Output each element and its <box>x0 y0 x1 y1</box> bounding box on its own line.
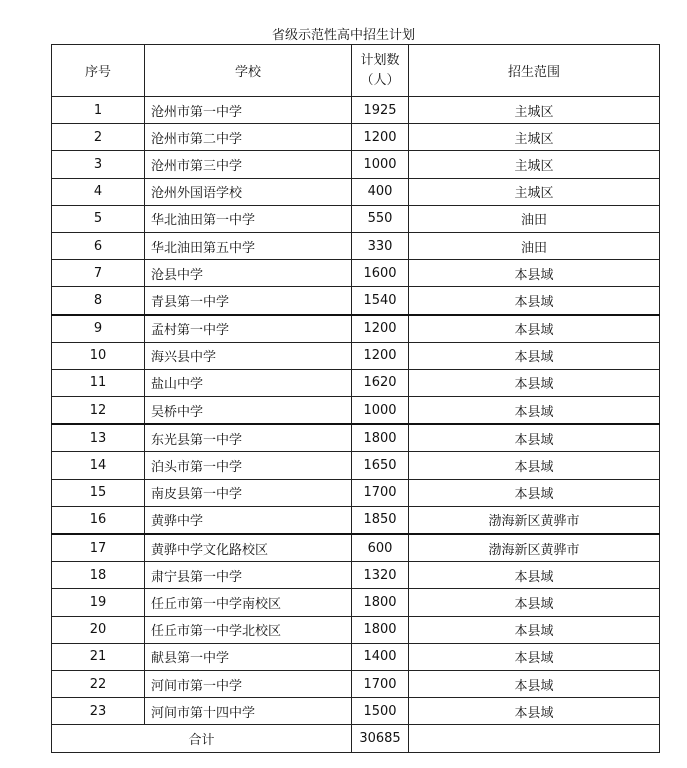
cell-plan: 1320 <box>352 562 409 589</box>
cell-index: 21 <box>52 643 145 670</box>
cell-school: 沧州市第一中学 <box>145 97 352 124</box>
header-plan <box>352 45 409 97</box>
table-row <box>52 562 660 589</box>
cell-range: 油田 <box>409 232 660 259</box>
cell-school: 沧州市第三中学 <box>145 151 352 178</box>
cell-school: 华北油田第五中学 <box>145 232 352 259</box>
table-row <box>52 260 660 287</box>
cell-range: 渤海新区黄骅市 <box>409 506 660 534</box>
cell-school: 河间市第十四中学 <box>145 698 352 725</box>
cell-plan: 1200 <box>352 124 409 151</box>
cell-range: 本县域 <box>409 342 660 369</box>
cell-range: 本县域 <box>409 698 660 725</box>
cell-plan: 330 <box>352 232 409 259</box>
cell-school: 青县第一中学 <box>145 287 352 315</box>
table-row <box>52 670 660 697</box>
cell-plan: 1200 <box>352 315 409 343</box>
cell-school: 任丘市第一中学北校区 <box>145 616 352 643</box>
header-range: 招生范围 <box>409 45 660 97</box>
table-title: 省级示范性高中招生计划 <box>271 28 415 43</box>
cell-range: 本县域 <box>409 562 660 589</box>
cell-plan: 1800 <box>352 589 409 616</box>
cell-plan: 1800 <box>352 616 409 643</box>
cell-index: 11 <box>52 369 145 396</box>
cell-school: 河间市第一中学 <box>145 670 352 697</box>
table-row <box>52 124 660 151</box>
cell-index: 2 <box>52 124 145 151</box>
cell-index: 23 <box>52 698 145 725</box>
cell-range: 本县域 <box>409 479 660 506</box>
table-row <box>52 205 660 232</box>
cell-school: 海兴县中学 <box>145 342 352 369</box>
cell-school: 南皮县第一中学 <box>145 479 352 506</box>
table-row <box>52 506 660 534</box>
cell-school: 泊头市第一中学 <box>145 452 352 479</box>
cell-plan: 1540 <box>352 287 409 315</box>
cell-plan: 1850 <box>352 506 409 534</box>
cell-index: 8 <box>52 287 145 315</box>
total-value: 30685 <box>352 725 409 752</box>
cell-school: 东光县第一中学 <box>145 424 352 452</box>
cell-plan: 1000 <box>352 151 409 178</box>
cell-index: 12 <box>52 397 145 425</box>
table-row <box>52 287 660 315</box>
table-row <box>52 97 660 124</box>
cell-range: 油田 <box>409 205 660 232</box>
table-row <box>52 589 660 616</box>
cell-plan: 1800 <box>352 424 409 452</box>
cell-range: 本县域 <box>409 260 660 287</box>
table-row <box>52 698 660 725</box>
cell-school: 沧县中学 <box>145 260 352 287</box>
cell-range: 本县域 <box>409 589 660 616</box>
table-row <box>52 397 660 425</box>
cell-school: 献县第一中学 <box>145 643 352 670</box>
header-row <box>52 45 660 97</box>
cell-plan: 1000 <box>352 397 409 425</box>
cell-index: 17 <box>52 534 145 562</box>
cell-plan: 600 <box>352 534 409 562</box>
cell-index: 1 <box>52 97 145 124</box>
enrollment-plan-table <box>51 44 660 753</box>
cell-index: 5 <box>52 205 145 232</box>
cell-plan: 1620 <box>352 369 409 396</box>
header-plan-line2: （人） <box>360 72 400 88</box>
cell-index: 20 <box>52 616 145 643</box>
cell-school: 沧州外国语学校 <box>145 178 352 205</box>
cell-school: 吴桥中学 <box>145 397 352 425</box>
cell-school: 盐山中学 <box>145 369 352 396</box>
cell-school: 黄骅中学文化路校区 <box>145 534 352 562</box>
cell-range: 主城区 <box>409 151 660 178</box>
table-row <box>52 479 660 506</box>
table-row <box>52 452 660 479</box>
cell-range: 主城区 <box>409 178 660 205</box>
cell-index: 4 <box>52 178 145 205</box>
cell-index: 14 <box>52 452 145 479</box>
cell-plan: 1700 <box>352 479 409 506</box>
cell-index: 7 <box>52 260 145 287</box>
table-row <box>52 178 660 205</box>
table-row <box>52 534 660 562</box>
cell-plan: 1200 <box>352 342 409 369</box>
cell-range: 本县域 <box>409 397 660 425</box>
cell-range: 本县域 <box>409 670 660 697</box>
header-index: 序号 <box>52 45 145 97</box>
cell-index: 18 <box>52 562 145 589</box>
table-row <box>52 369 660 396</box>
cell-range: 本县域 <box>409 424 660 452</box>
cell-plan: 1400 <box>352 643 409 670</box>
table-row <box>52 342 660 369</box>
cell-range: 本县域 <box>409 452 660 479</box>
cell-plan: 1600 <box>352 260 409 287</box>
table-row <box>52 424 660 452</box>
cell-plan: 1700 <box>352 670 409 697</box>
cell-school: 黄骅中学 <box>145 506 352 534</box>
cell-range: 本县域 <box>409 616 660 643</box>
cell-range: 本县域 <box>409 643 660 670</box>
header-school: 学校 <box>145 45 352 97</box>
cell-index: 9 <box>52 315 145 343</box>
cell-plan: 550 <box>352 205 409 232</box>
cell-school: 华北油田第一中学 <box>145 205 352 232</box>
total-label: 合计 <box>52 725 352 752</box>
cell-index: 15 <box>52 479 145 506</box>
table-row <box>52 643 660 670</box>
table-row <box>52 616 660 643</box>
cell-range: 本县域 <box>409 369 660 396</box>
cell-plan: 1925 <box>352 97 409 124</box>
header-plan-line1: 计划数 <box>360 52 400 68</box>
cell-school: 沧州市第二中学 <box>145 124 352 151</box>
total-row <box>52 725 660 752</box>
table-row <box>52 232 660 259</box>
cell-plan: 1650 <box>352 452 409 479</box>
cell-range: 本县域 <box>409 287 660 315</box>
cell-range: 本县域 <box>409 315 660 343</box>
cell-index: 10 <box>52 342 145 369</box>
table-row <box>52 315 660 343</box>
cell-index: 13 <box>52 424 145 452</box>
cell-plan: 1500 <box>352 698 409 725</box>
cell-index: 22 <box>52 670 145 697</box>
cell-range: 主城区 <box>409 97 660 124</box>
cell-range: 主城区 <box>409 124 660 151</box>
cell-index: 6 <box>52 232 145 259</box>
cell-range: 渤海新区黄骅市 <box>409 534 660 562</box>
cell-index: 3 <box>52 151 145 178</box>
cell-school: 孟村第一中学 <box>145 315 352 343</box>
cell-school: 肃宁县第一中学 <box>145 562 352 589</box>
cell-index: 16 <box>52 506 145 534</box>
cell-index: 19 <box>52 589 145 616</box>
table-row <box>52 151 660 178</box>
cell-school: 任丘市第一中学南校区 <box>145 589 352 616</box>
total-range <box>409 725 660 752</box>
cell-plan: 400 <box>352 178 409 205</box>
